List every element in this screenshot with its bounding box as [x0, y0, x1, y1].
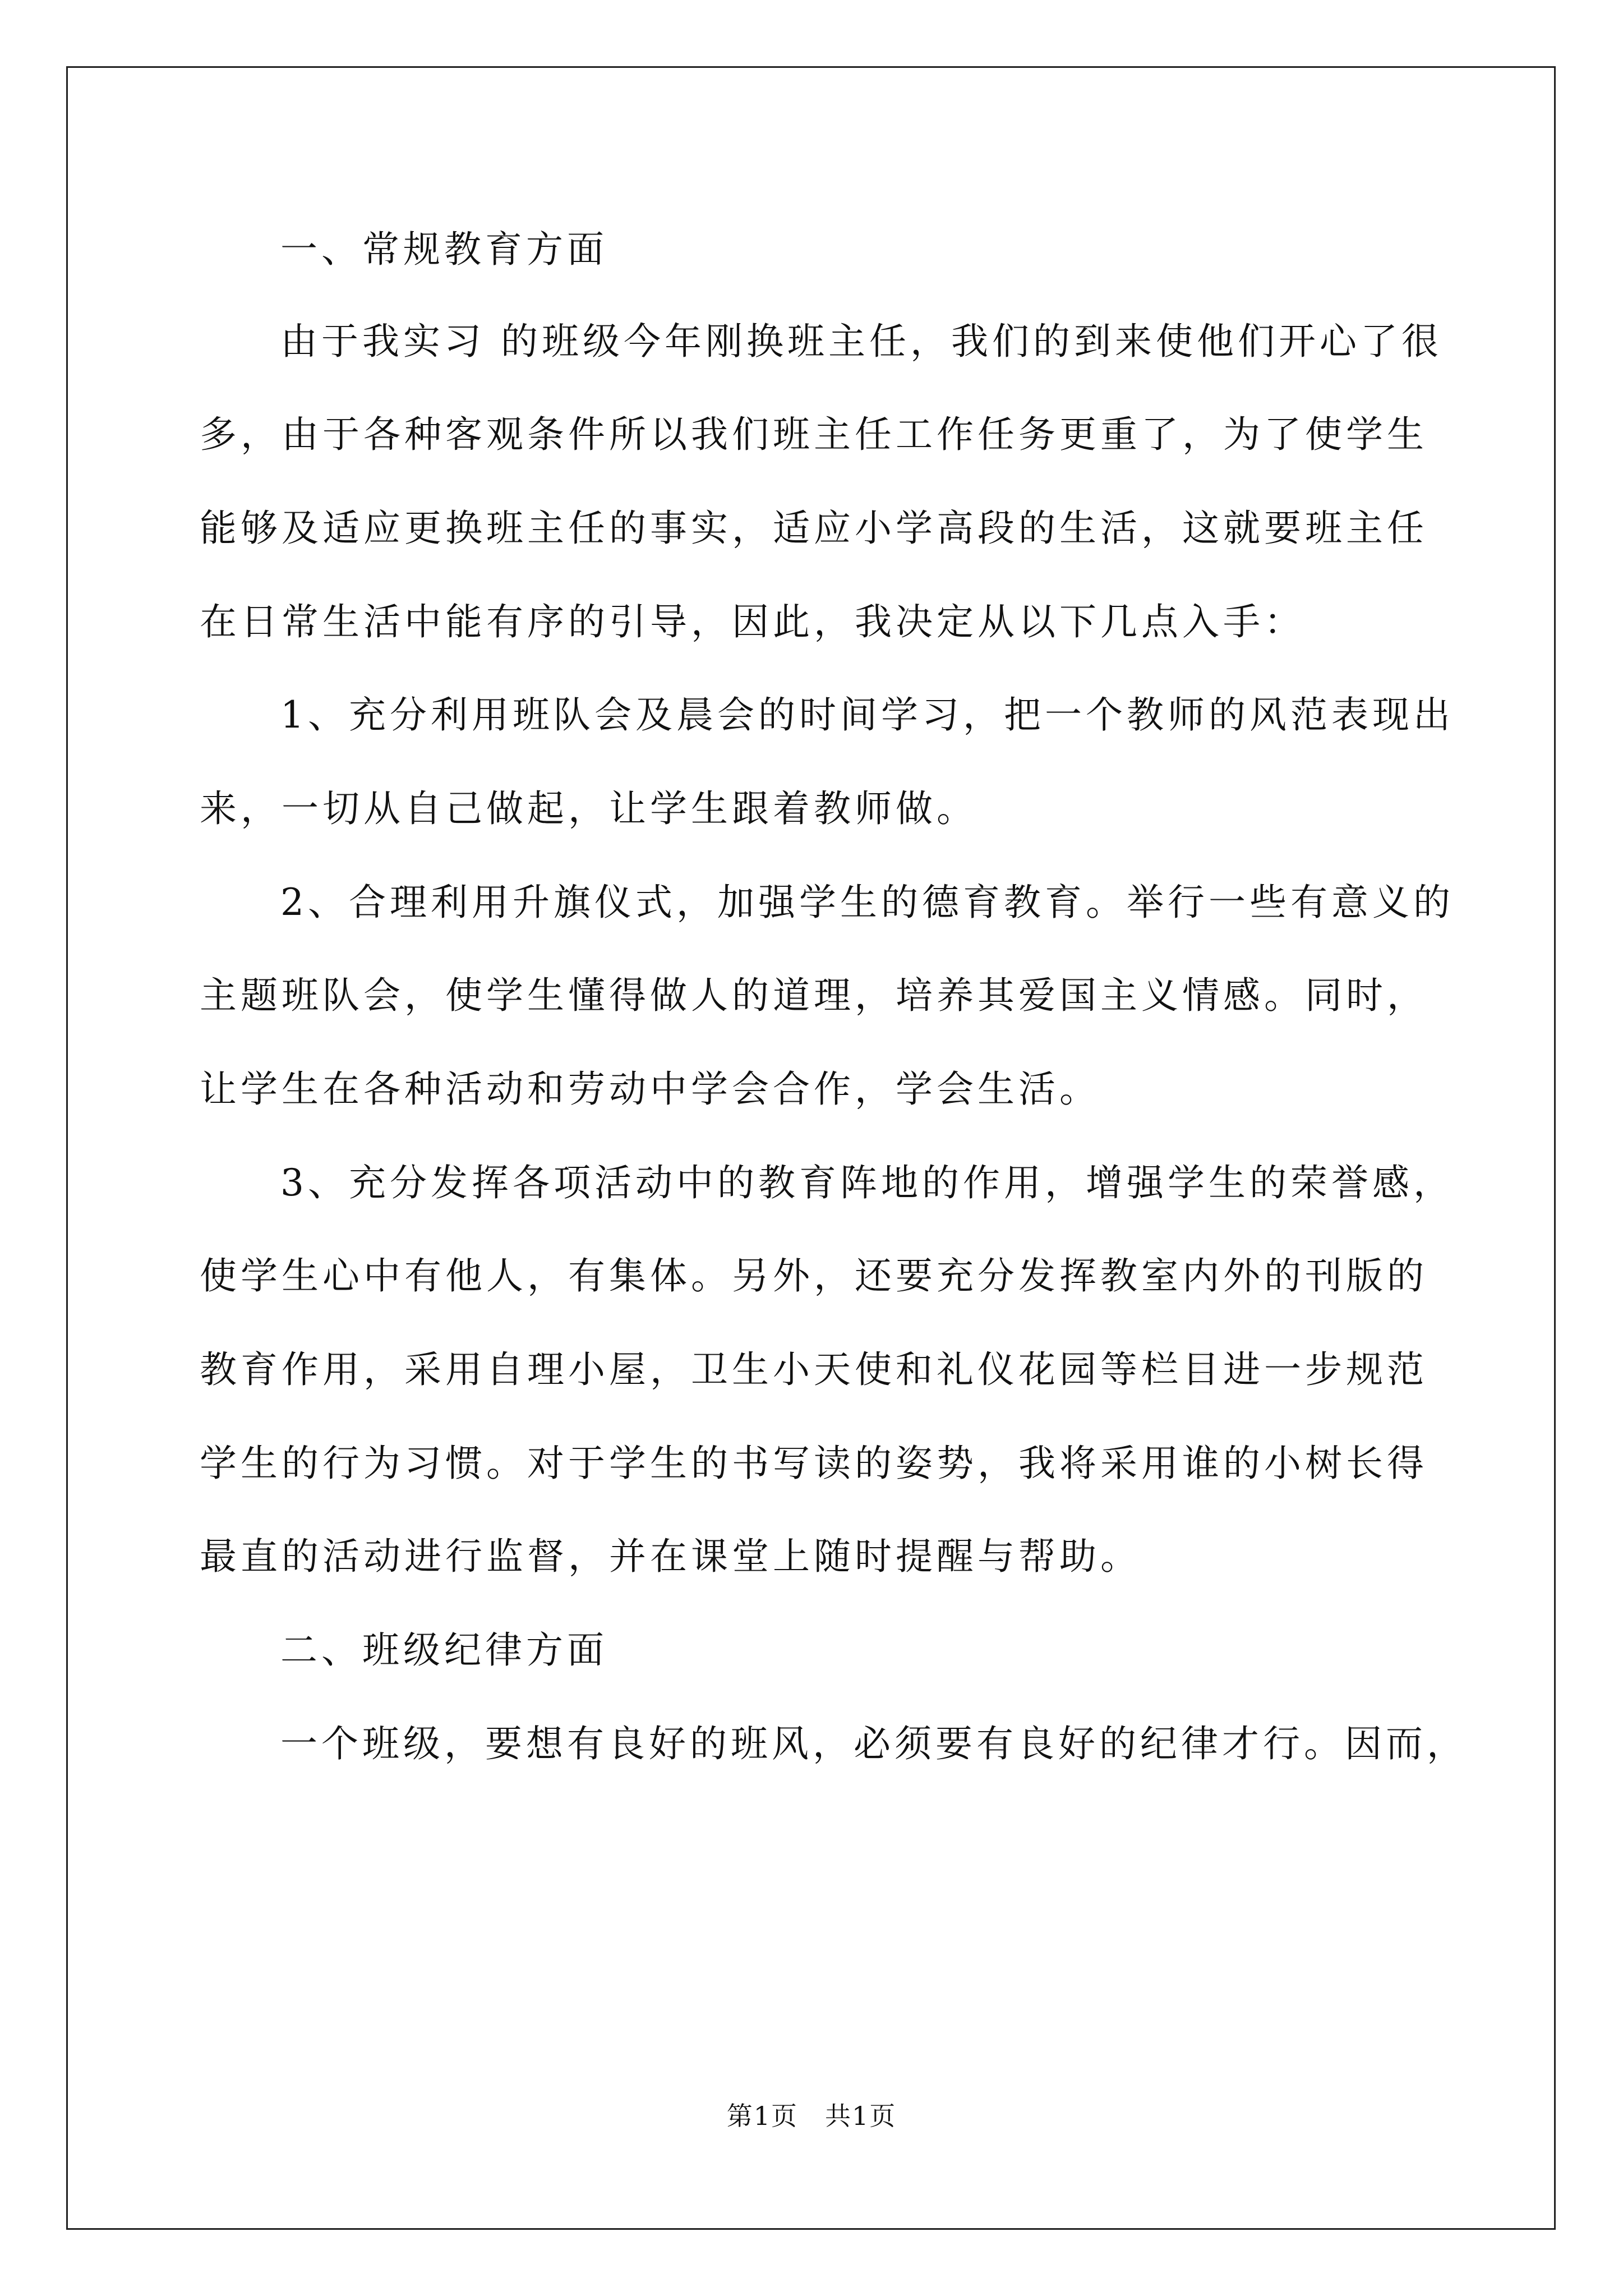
section-heading-class-discipline: 二、班级纪律方面 [280, 1628, 608, 1672]
paragraph-line: 由于我实习 的班级今年刚换班主任，我们的到来使他们开心了很 [280, 320, 1442, 363]
paragraph-line: 主题班队会，使学生懂得做人的道理，培养其爱国主义情感。同时， [200, 974, 1428, 1017]
paragraph-line: 能够及适应更换班主任的事实，适应小学高段的生活，这就要班主任 [200, 507, 1428, 550]
page-number-footer: 第1页 共1页 [726, 2101, 897, 2131]
paragraph-line: 使学生心中有他人，有集体。另外，还要充分发挥教室内外的刊版的 [200, 1254, 1428, 1297]
list-item-2: 2、合理利用升旗仪式，加强学生的德育教育。举行一些有意义的 [280, 881, 1454, 924]
paragraph-line: 最直的活动进行监督，并在课堂上随时提醒与帮助。 [200, 1535, 1141, 1578]
paragraph-line: 教育作用，采用自理小屋，卫生小天使和礼仪花园等栏目进一步规范 [200, 1348, 1428, 1391]
paragraph-line: 让学生在各种活动和劳动中学会合作，学会生活。 [200, 1068, 1100, 1111]
paragraph-line: 在日常生活中能有序的引导，因此，我决定从以下几点入手： [200, 600, 1305, 643]
page-border [66, 66, 1556, 2230]
paragraph-line: 来，一切从自己做起，让学生跟着教师做。 [200, 787, 978, 830]
paragraph-line: 多，由于各种客观条件所以我们班主任工作任务更重了，为了使学生 [200, 413, 1428, 456]
list-item-3: 3、充分发挥各项活动中的教育阵地的作用，增强学生的荣誉感， [280, 1161, 1454, 1204]
section-heading-routine-education: 一、常规教育方面 [280, 228, 608, 271]
paragraph-line: 学生的行为习惯。对于学生的书写读的姿势，我将采用谁的小树长得 [200, 1442, 1428, 1485]
paragraph-line: 一个班级，要想有良好的班风，必须要有良好的纪律才行。因而， [280, 1722, 1468, 1765]
list-item-1: 1、充分利用班队会及晨会的时间学习，把一个教师的风范表现出 [280, 693, 1454, 737]
